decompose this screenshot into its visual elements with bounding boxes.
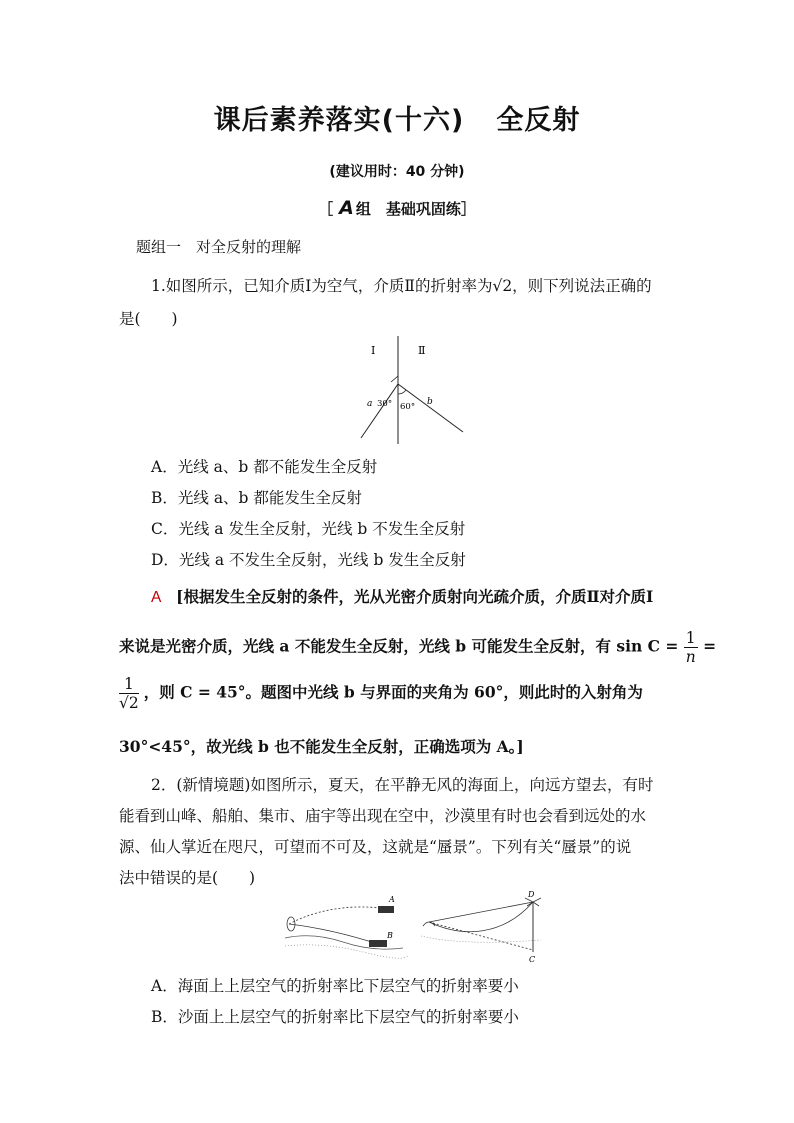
sea-mirage-panel bbox=[285, 895, 408, 958]
q2-stem-line2: 能看到山峰、船舶、集市、庙宇等出现在空中，沙漠里有时也会看到远处的水 bbox=[119, 807, 647, 825]
title-main: 课后素养落实(十六) bbox=[213, 105, 465, 136]
q1-explanation-line3 bbox=[119, 675, 643, 712]
q1-option-d: D．光线 a 不发生全反射，光线 b 发生全反射 bbox=[151, 551, 466, 569]
label-medium-II: Ⅱ bbox=[418, 344, 426, 357]
label-angle-a: 30° bbox=[377, 399, 393, 409]
actual-ray bbox=[289, 924, 378, 944]
label-ray-a: a bbox=[367, 399, 373, 409]
q1-explanation-line1 bbox=[151, 585, 653, 607]
group-bracket-close: ］ bbox=[460, 200, 476, 218]
q2-mirage-figure bbox=[283, 888, 548, 964]
label-ray-b: b bbox=[427, 397, 433, 407]
apparent-ray bbox=[289, 907, 393, 924]
label-A: A bbox=[389, 895, 395, 904]
page-title bbox=[0, 98, 794, 137]
title-topic: 全反射 bbox=[496, 105, 581, 136]
group-heading bbox=[0, 197, 794, 219]
desert-ray-2 bbox=[429, 922, 533, 950]
group-bracket-open: ［ bbox=[318, 200, 334, 218]
frac2-denominator: √2 bbox=[119, 694, 139, 712]
frac1-numerator: 1 bbox=[685, 629, 696, 647]
group-label: 组 基础巩固练 bbox=[355, 200, 461, 218]
q2-option-b: B．沙面上上层空气的折射率比下层空气的折射率要小 bbox=[151, 1008, 519, 1026]
ray-a-line bbox=[361, 384, 398, 438]
fraction-1-over-n bbox=[684, 629, 698, 666]
label-C: C bbox=[529, 955, 536, 964]
q1-explanation-line4: 30°<45°，故光线 b 也不能发生全反射，正确选项为 A。] bbox=[119, 737, 524, 756]
suggested-time: (建议用时：40 分钟) bbox=[329, 164, 465, 180]
q1-stem-line1: 1.如图所示，已知介质Ⅰ为空气，介质Ⅱ的折射率为√2，则下列说法正确的 bbox=[151, 277, 652, 295]
desert-curved-ray bbox=[429, 902, 533, 932]
fraction-1-over-sqrt2 bbox=[119, 675, 139, 712]
q1-explanation-line2 bbox=[119, 629, 716, 666]
angle-mark-b bbox=[398, 390, 406, 394]
q1-exp-text1: [根据发生全反射的条件，光从光密介质射向光疏介质，介质Ⅱ对介质Ⅰ bbox=[176, 587, 654, 606]
desert-mirage-panel bbox=[421, 890, 541, 964]
q2-option-a: A．海面上上层空气的折射率比下层空气的折射率要小 bbox=[151, 977, 519, 995]
q1-refraction-figure bbox=[355, 336, 470, 446]
q1-answer-letter: A bbox=[151, 589, 162, 606]
group-badge: A bbox=[339, 197, 354, 219]
q1-option-a: A．光线 a、b 都不能发生全反射 bbox=[151, 458, 378, 476]
traveler-icon bbox=[423, 922, 435, 926]
desert-ray-1 bbox=[429, 902, 533, 922]
q1-stem-line2: 是( ) bbox=[119, 310, 178, 328]
frac1-denominator: n bbox=[685, 648, 696, 666]
q2-stem-line3: 源、仙人掌近在咫尺，可望而不可及，这就是“蜃景”。下列有关“蜃景”的说 bbox=[119, 838, 632, 856]
q1-exp-text3: ，则 C = 45°。题图中光线 b 与界面的夹角为 60°，则此时的入射角为 bbox=[143, 682, 643, 702]
label-angle-b: 60° bbox=[400, 402, 416, 412]
frac2-numerator: 1 bbox=[119, 675, 139, 694]
label-B: B bbox=[387, 931, 393, 940]
angle-mark-a bbox=[391, 376, 398, 382]
label-medium-I: Ⅰ bbox=[371, 344, 376, 357]
label-D: D bbox=[528, 890, 535, 899]
q1-option-b: B．光线 a、b 都能发生全反射 bbox=[151, 489, 362, 507]
equals-sign: = bbox=[703, 636, 717, 656]
sea-texture bbox=[285, 945, 408, 958]
q2-stem-line4: 法中错误的是( ) bbox=[119, 869, 256, 887]
q2-stem-line1: 2．(新情境题)如图所示，夏天，在平静无风的海面上，向远方望去，有时 bbox=[151, 776, 654, 794]
q1-exp-text2: 来说是光密介质，光线 a 不能发生全反射，光线 b 可能发生全反射，有 sin C = bbox=[119, 636, 679, 656]
q1-option-c: C．光线 a 发生全反射，光线 b 不发生全反射 bbox=[151, 520, 466, 538]
ship-B bbox=[369, 940, 387, 947]
section-heading: 题组一 对全反射的理解 bbox=[136, 238, 302, 256]
sand-surface bbox=[421, 936, 541, 942]
ship-image-A bbox=[378, 906, 394, 913]
